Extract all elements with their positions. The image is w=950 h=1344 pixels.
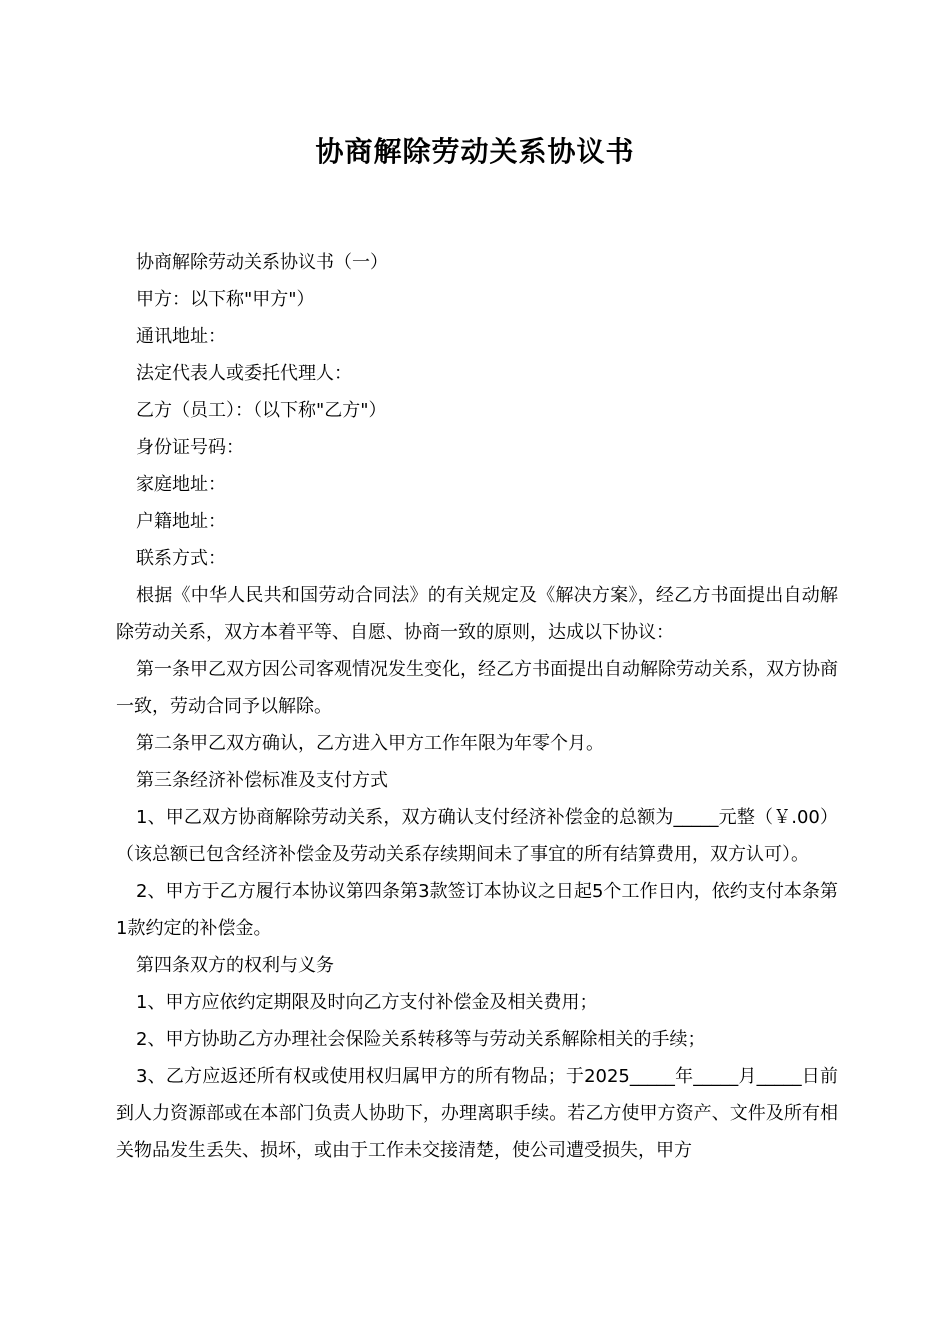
- paragraph-subtitle: 协商解除劳动关系协议书（一）: [136, 252, 388, 273]
- paragraph-preamble: 根据《中华人民共和国劳动合同法》的有关规定及《解决方案》，经乙方书面提出自动解除劳动关系，双方本着平等、自愿、协商一致的原则，达成以下协议：: [116, 585, 838, 643]
- paragraph-party-b: 乙方（员工）：（以下称"乙方"）: [136, 400, 387, 421]
- paragraph-contact: 联系方式：: [136, 548, 226, 569]
- paragraph-article-3-item-1: 1、甲乙双方协商解除劳动关系，双方确认支付经济补偿金的总额为_____元整（￥.00）（该总额已包含经济补偿金及劳动关系存续期间未了事宜的所有结算费用，双方认可）。: [116, 807, 838, 865]
- paragraph-article-4-item-1: 1、甲方应依约定期限及时向乙方支付补偿金及相关费用；: [136, 992, 598, 1013]
- document-body: [116, 244, 838, 1169]
- paragraph-legal-representative: 法定代表人或委托代理人：: [136, 363, 352, 384]
- paragraph-article-1: 第一条甲乙双方因公司客观情况发生变化，经乙方书面提出自动解除劳动关系，双方协商一致，劳动合同予以解除。: [116, 659, 838, 717]
- paragraph-home-address: 家庭地址：: [136, 474, 226, 495]
- paragraph-article-4-item-2: 2、甲方协助乙方办理社会保险关系转移等与劳动关系解除相关的手续；: [136, 1029, 706, 1050]
- paragraph-household-address: 户籍地址：: [136, 511, 226, 532]
- paragraph-article-4-heading: 第四条双方的权利与义务: [136, 955, 334, 976]
- paragraph-id-number: 身份证号码：: [136, 437, 244, 458]
- paragraph-article-4-item-3: 3、乙方应返还所有权或使用权归属甲方的所有物品；于2025_____年_____月_____日前到人力资源部或在本部门负责人协助下，办理离职手续。若乙方使甲方资产、文件及所有相关物品发生丢失、损坏，或由于工作未交接清楚，使公司遭受损失，甲方: [116, 1066, 838, 1161]
- paragraph-article-3-heading: 第三条经济补偿标准及支付方式: [136, 770, 388, 791]
- paragraph-article-3-item-2: 2、甲方于乙方履行本协议第四条第3款签订本协议之日起5个工作日内，依约支付本条第1款约定的补偿金。: [116, 881, 838, 939]
- document-title: 协商解除劳动关系协议书: [315, 135, 635, 168]
- paragraph-party-a: 甲方：以下称"甲方"）: [136, 289, 315, 310]
- paragraph-address: 通讯地址：: [136, 326, 226, 347]
- paragraph-article-2: 第二条甲乙双方确认，乙方进入甲方工作年限为年零个月。: [136, 733, 604, 754]
